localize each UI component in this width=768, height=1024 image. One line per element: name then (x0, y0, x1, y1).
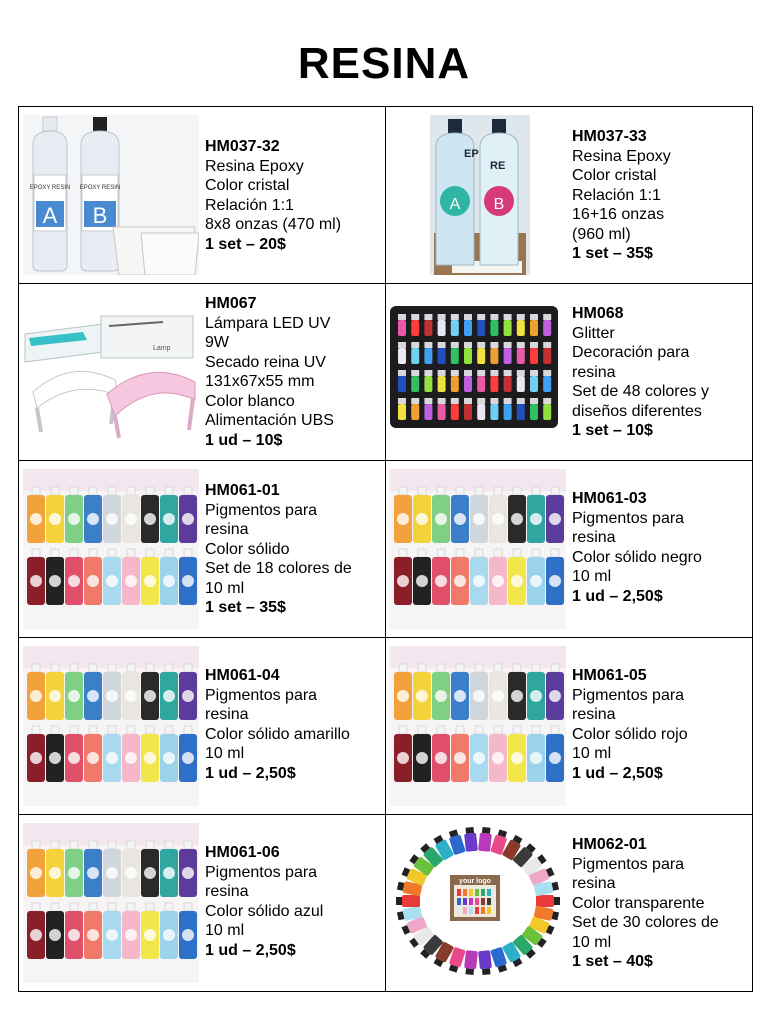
product-code: HM061-06 (205, 844, 280, 861)
product-price: 1 set – 20$ (205, 235, 286, 253)
glitter-set-icon (390, 292, 566, 452)
product-line: 10 ml (205, 579, 245, 597)
product-line: Resina Epoxy (572, 147, 671, 165)
resin-bottles-ab-icon (390, 115, 566, 275)
product-line: Color cristal (572, 167, 657, 184)
product-cell (19, 461, 386, 638)
product-code: HM037-33 (572, 128, 647, 145)
product-line: Pigmentos para (572, 855, 685, 873)
product-line: Resina Epoxy (205, 157, 304, 175)
product-text (205, 137, 381, 254)
product-line: Decoración para (572, 344, 690, 361)
product-line: Set de 48 colores y (572, 383, 709, 400)
product-line: (960 ml) (572, 225, 631, 243)
product-line: Color blanco (205, 392, 295, 410)
page-title: RESINA (297, 39, 471, 88)
pigment-bottles-icon (23, 823, 199, 983)
product-line: Relación 1:1 (205, 196, 294, 214)
product-cell (386, 107, 753, 284)
product-line: Color sólido rojo (572, 725, 688, 743)
pigment-ring-icon (390, 823, 566, 983)
product-text (205, 666, 381, 783)
product-line: Color sólido negro (572, 548, 702, 566)
product-line: 8x8 onzas (470 ml) (205, 216, 342, 233)
svg-text:your logo: your logo (459, 878, 491, 885)
product-code: HM037-32 (205, 138, 280, 155)
product-price: 1 ud – 10$ (205, 431, 283, 449)
product-cell (386, 815, 753, 992)
product-cell (19, 284, 386, 461)
product-text (572, 127, 748, 264)
svg-text:RE: RE (490, 160, 506, 172)
product-line: resina (205, 521, 249, 538)
svg-text:EPOXY RESIN: EPOXY RESIN (29, 185, 71, 191)
uv-lamp-icon (23, 292, 199, 452)
product-line: 10 ml (205, 745, 245, 762)
product-line: resina (572, 875, 616, 892)
product-cell (386, 638, 753, 815)
resin-bottles-ab-icon (23, 115, 199, 275)
product-text (205, 481, 381, 618)
product-line: Alimentación UBS (205, 412, 334, 429)
product-code: HM062-01 (572, 836, 647, 853)
pigment-bottles-icon (390, 469, 566, 629)
product-code: HM067 (205, 295, 257, 312)
svg-text:B: B (493, 196, 505, 213)
product-line: Color transparente (572, 894, 705, 912)
product-price: 1 ud – 2,50$ (205, 764, 296, 782)
product-line: 10 ml (572, 568, 612, 585)
product-line: Color sólido (205, 540, 290, 558)
product-cell (19, 815, 386, 992)
product-line: resina (572, 706, 616, 723)
product-line: Pigmentos para (205, 863, 318, 881)
product-code: HM068 (572, 305, 624, 322)
product-code: HM061-05 (572, 667, 647, 684)
product-line: Pigmentos para (205, 501, 318, 519)
product-text (572, 489, 748, 606)
product-code: HM061-01 (205, 482, 280, 499)
product-text (572, 835, 748, 972)
product-price: 1 ud – 2,50$ (572, 587, 663, 605)
svg-text:EP: EP (464, 148, 479, 160)
product-line: Color cristal (205, 177, 290, 194)
product-line: 9W (205, 334, 229, 351)
product-line: Color sólido amarillo (205, 725, 350, 743)
svg-text:B: B (92, 203, 108, 228)
product-line: Glitter (572, 324, 615, 342)
product-line: Pigmentos para (205, 686, 318, 704)
product-line: 10 ml (205, 922, 245, 939)
product-line: 10 ml (572, 933, 612, 951)
product-line: resina (572, 529, 616, 546)
product-line: diseños diferentes (572, 402, 702, 420)
product-code: HM061-04 (205, 667, 280, 684)
product-text (205, 843, 381, 960)
product-line: Color sólido azul (205, 902, 324, 920)
product-table (18, 106, 753, 992)
product-cell (386, 461, 753, 638)
product-line: Lámpara LED UV (205, 314, 331, 332)
pigment-bottles-icon (390, 646, 566, 806)
product-price: 1 set – 10$ (572, 422, 653, 439)
svg-text:Lamp: Lamp (153, 345, 171, 352)
product-line: 131x67x55 mm (205, 373, 315, 390)
product-cell (386, 284, 753, 461)
product-price: 1 ud – 2,50$ (205, 941, 296, 959)
product-cell (19, 638, 386, 815)
svg-text:A: A (449, 196, 461, 213)
product-cell (19, 107, 386, 284)
product-price: 1 set – 40$ (572, 953, 653, 970)
product-line: Set de 18 colores de (205, 560, 352, 577)
product-line: resina (205, 883, 249, 900)
product-line: resina (205, 706, 249, 723)
pigment-bottles-icon (23, 646, 199, 806)
product-line: 10 ml (572, 745, 612, 762)
pigment-bottles-icon (23, 469, 199, 629)
product-price: 1 ud – 2,50$ (572, 764, 663, 782)
product-price: 1 set – 35$ (205, 599, 286, 616)
product-line: Pigmentos para (572, 686, 685, 704)
svg-text:EPOXY RESIN: EPOXY RESIN (79, 185, 121, 191)
product-text (205, 294, 381, 450)
product-code: HM061-03 (572, 490, 647, 507)
svg-text:A: A (42, 203, 58, 228)
product-line: Set de 30 colores de (572, 914, 719, 931)
product-text (572, 304, 748, 441)
product-price: 1 set – 35$ (572, 245, 653, 262)
product-line: Relación 1:1 (572, 186, 661, 204)
product-text (572, 666, 748, 783)
product-line: 16+16 onzas (572, 206, 665, 223)
product-line: Pigmentos para (572, 509, 685, 527)
product-line: Secado reina UV (205, 353, 326, 371)
product-line: resina (572, 363, 616, 381)
